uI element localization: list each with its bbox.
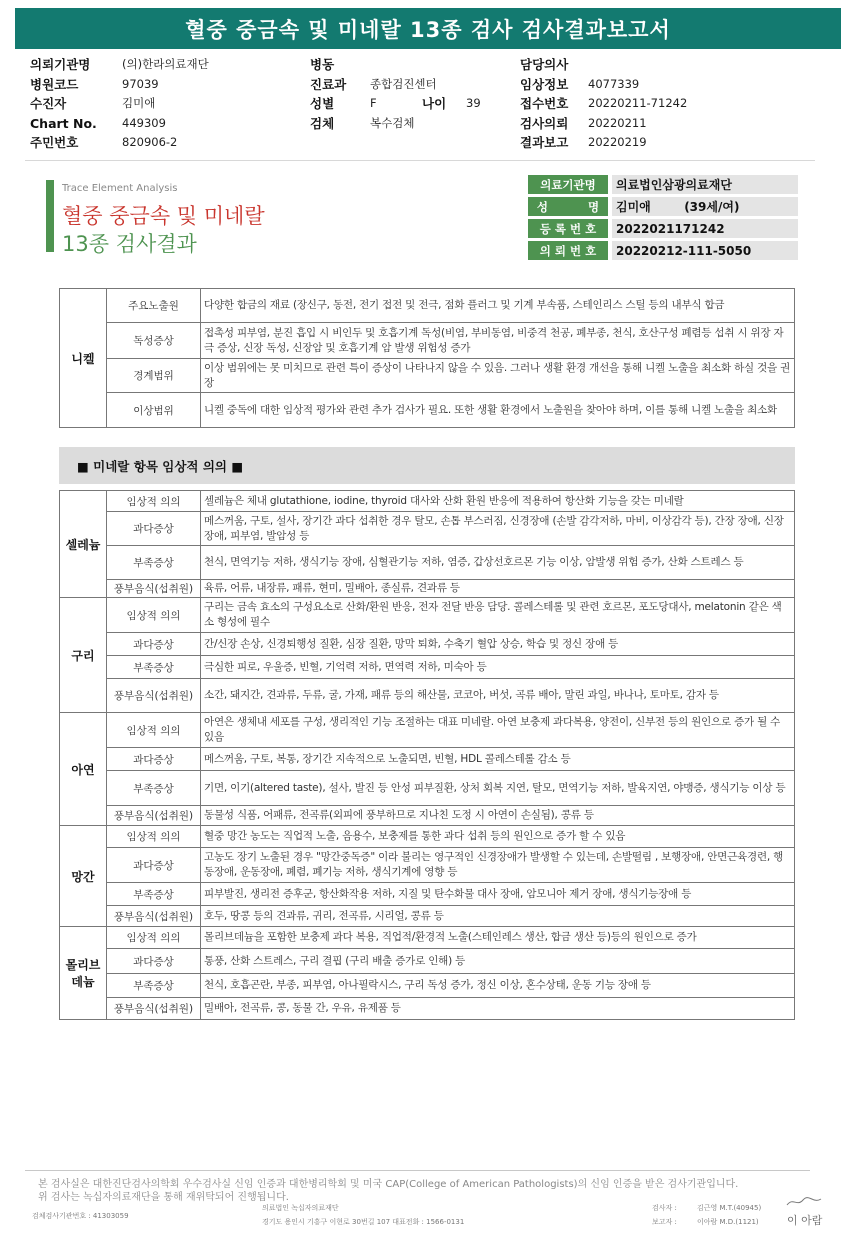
minerals-table	[59, 490, 795, 1020]
category-text: 극심한 피로, 우울증, 빈혈, 기억력 저하, 면역력 저하, 미숙아 등	[201, 656, 795, 679]
section-title: ■ 미네랄 항목 임상적 의의 ■	[59, 447, 795, 484]
patient-info-value: 2022021171242	[612, 219, 798, 238]
category-text: 메스꺼움, 구토, 복통, 장기간 지속적으로 노출되면, 빈혈, HDL 콜레스테롤 감소 등	[201, 748, 795, 771]
patient-info-label: 등 록 번 호	[528, 219, 608, 238]
tester-name: 김근영 M.T.(40945)	[697, 1204, 762, 1212]
category-label: 독성증상	[107, 323, 201, 359]
category-text: 기면, 이기(altered taste), 설사, 발진 등 안성 피부질환, 상처 회복 지연, 탈모, 면역기능 저하, 발육지연, 야맹증, 생식기능 이상 등	[201, 771, 795, 806]
org-name: 의료법인 녹십자의료재단	[262, 1204, 339, 1212]
disclaimer-line-1: 본 검사실은 대한진단검사의학회 우수검사실 신임 인증과 대한병리학회 및 미국 CAP(College of American Pathologists)의 신임 인증을 받은 검사기관입니다.	[38, 1179, 739, 1190]
category-text: 니켈 중독에 대한 임상적 평가와 관련 추가 검사가 필요. 또한 생활 환경에서 노출원을 찾아야 하며, 이를 통해 니켈 노출을 최소화	[201, 393, 795, 428]
category-text: 몰리브데늄을 포함한 보충제 과다 복용, 직업적/환경적 노출(스테인레스 생산, 합금 생산 등)등의 원인으로 증가	[201, 927, 795, 949]
category-label: 부족증상	[107, 974, 201, 998]
patient-info-label: 의 뢰 번 호	[528, 241, 608, 260]
header-accent-bar	[46, 180, 54, 252]
category-text: 피부발진, 생리전 증후군, 항산화작용 저하, 지질 및 탄수화물 대사 장애, 암모니아 제거 장애, 생식기능장애 등	[201, 883, 795, 906]
category-text: 천식, 호흡곤란, 부종, 피부염, 아나필락시스, 구리 독성 증가, 정신 이상, 혼수상태, 운동 기능 장애 등	[201, 974, 795, 998]
category-label: 임상적 의의	[107, 598, 201, 633]
element-name: 몰리브 데늄	[60, 927, 107, 1020]
category-label: 과다증상	[107, 512, 201, 546]
info-label: 임상정보	[520, 76, 569, 92]
category-text: 소간, 돼지간, 견과류, 두류, 굴, 가재, 패류 등의 해산물, 코코아, 버섯, 곡류 배아, 말린 과일, 바나나, 토마토, 감자 등	[201, 679, 795, 713]
category-label: 임상적 의의	[107, 713, 201, 748]
category-text: 밀배아, 전곡류, 콩, 동물 간, 우유, 유제품 등	[201, 998, 795, 1020]
tester-signature-icon	[785, 1195, 825, 1209]
patient-info-label: 성 명	[528, 197, 608, 216]
info-label: 의뢰기관명	[30, 57, 91, 73]
category-label: 풍부음식(섭취원)	[107, 679, 201, 713]
category-text: 육류, 어류, 내장류, 패류, 현미, 밀배아, 종실류, 견과류 등	[201, 580, 795, 598]
category-text: 고농도 장기 노출된 경우 "망간중독증" 이라 불리는 영구적인 신경장애가 발생할 수 있는데, 손발떨림 , 보행장애, 안면근육경련, 행동장애, 운동장애, 폐렴, 폐기능 저하, 생식기계에 영향 등	[201, 848, 795, 883]
info-value: 97039	[122, 76, 159, 91]
dept-value: 종합검진센터	[370, 76, 437, 91]
header-title-line2: 13종 검사결과	[62, 232, 197, 256]
report-title: 혈중 중금속 및 미네랄 13종 검사 검사결과보고서	[15, 8, 841, 49]
info-label: 주민번호	[30, 135, 79, 151]
reporter-label: 보고자 :	[652, 1218, 677, 1226]
specimen-label: 검체	[310, 115, 335, 131]
element-name: 셀레늄	[60, 491, 107, 598]
header-title-line1: 혈중 중금속 및 미네랄	[62, 204, 265, 228]
info-label: 결과보고	[520, 135, 569, 151]
category-label: 임상적 의의	[107, 491, 201, 512]
category-label: 주요노출원	[107, 289, 201, 323]
category-text: 구리는 금속 효소의 구성요소로 산화/환원 반응, 전자 전달 반응 담당. 콜레스테롤 및 관련 호르몬, 포도당대사, melatonin 같은 색소 형성에 필수	[201, 598, 795, 633]
reporter-name: 이아람 M.D.(1121)	[697, 1218, 759, 1226]
category-label: 이상범위	[107, 393, 201, 428]
element-name: 니켈	[60, 289, 107, 428]
category-text: 통풍, 산화 스트레스, 구리 결핍 (구리 배출 증가로 인해) 등	[201, 949, 795, 974]
info-value: (의)한라의료재단	[122, 57, 209, 72]
info-value: 4077339	[588, 76, 640, 91]
sex-value: F	[370, 96, 377, 111]
category-text: 이상 범위에는 못 미치므로 관련 특이 증상이 나타나지 않을 수 있음. 그러나 생활 환경 개선을 통해 니켈 노출을 최소화 하실 것을 권장	[201, 359, 795, 393]
info-value: 20220219	[588, 135, 647, 150]
info-label: 담당의사	[520, 57, 569, 73]
info-column-2	[310, 55, 481, 133]
category-label: 경계범위	[107, 359, 201, 393]
category-text: 천식, 면역기능 저하, 생식기능 장애, 심혈관기능 저하, 염증, 갑상선호르몬 기능 이상, 암발생 위험 증가, 산화 스트레스 등	[201, 546, 795, 580]
category-label: 풍부음식(섭취원)	[107, 806, 201, 826]
info-column-3	[520, 55, 687, 153]
category-label: 부족증상	[107, 883, 201, 906]
nickel-table	[59, 288, 795, 428]
specimen-value: 복수검체	[370, 115, 415, 130]
sex-label: 성별	[310, 96, 335, 112]
category-text: 메스꺼움, 구토, 설사, 장기간 과다 섭취한 경우 탈모, 손톱 부스러짐, 신경장애 (손발 감각저하, 마비, 이상감각 등), 간장 장애, 신장 장애, 피부염, 발암성 등	[201, 512, 795, 546]
info-label: 수진자	[30, 96, 67, 112]
info-value: 김미애	[122, 96, 156, 111]
info-label: 검사의뢰	[520, 115, 569, 131]
category-label: 풍부음식(섭취원)	[107, 998, 201, 1020]
info-column-1	[30, 55, 209, 153]
category-text: 호두, 땅콩 등의 견과류, 귀리, 전곡류, 시리얼, 콩류 등	[201, 906, 795, 927]
category-label: 임상적 의의	[107, 826, 201, 848]
patient-info-value: 의료법인삼광의료재단	[612, 175, 798, 194]
info-label: 병원코드	[30, 76, 79, 92]
org-address: 경기도 용인시 기흥구 이현로 30번길 107 대표전화 : 1566-0131	[262, 1218, 465, 1226]
info-value: 20220211	[588, 115, 647, 130]
dept-label: 진료과	[310, 76, 347, 92]
category-label: 과다증상	[107, 848, 201, 883]
info-label: 접수번호	[520, 96, 569, 112]
age-label: 나이	[422, 96, 447, 112]
category-text: 다양한 합금의 재료 (장신구, 동전, 전기 접전 및 전극, 점화 플러그 및 기계 부속품, 스테인리스 스틸 등의 내부식 합금	[201, 289, 795, 323]
category-label: 과다증상	[107, 633, 201, 656]
category-text: 간/신장 손상, 신경퇴행성 질환, 심장 질환, 망막 퇴화, 수축기 혈압 상승, 학습 및 정신 장애 등	[201, 633, 795, 656]
patient-info-value: 김미애 (39세/여)	[612, 197, 798, 216]
category-label: 부족증상	[107, 771, 201, 806]
category-text: 셀레늄은 체내 glutathione, iodine, thyroid 대사와 산화 환원 반응에 적용하여 항산화 기능을 갖는 미네랄	[201, 491, 795, 512]
category-text: 접촉성 피부염, 분진 흡입 시 비인두 및 호흡기계 독성(비염, 부비동염, 비중격 천공, 폐부종, 천식, 호산구성 폐렴등 섭취 시 위장 자극 증상, 신장 독성, 신장암 및 호흡기계 암 발생 위험성 증가	[201, 323, 795, 359]
info-label: Chart No.	[30, 115, 97, 131]
element-name: 망간	[60, 826, 107, 927]
category-label: 부족증상	[107, 656, 201, 679]
agency-code: 검체검사기관번호 : 41303059	[32, 1212, 129, 1220]
category-label: 풍부음식(섭취원)	[107, 580, 201, 598]
category-label: 임상적 의의	[107, 927, 201, 949]
patient-info-label: 의료기관명	[528, 175, 608, 194]
category-text: 혈중 망간 농도는 직업적 노출, 음용수, 보충제를 통한 과다 섭취 등의 원인으로 증가 할 수 있음	[201, 826, 795, 848]
category-text: 아연은 생체내 세포를 구성, 생리적인 기능 조절하는 대표 미네랄. 아연 보충제 과다복용, 양전이, 신부전 등의 원인으로 증가 될 수 있음	[201, 713, 795, 748]
age-value: 39	[466, 96, 481, 111]
header-subtitle: Trace Element Analysis	[62, 183, 178, 194]
footer-divider	[25, 1170, 810, 1171]
info-value: 820906-2	[122, 135, 178, 150]
info-value: 449309	[122, 115, 166, 130]
reporter-signature: 이 아람	[787, 1214, 823, 1227]
category-text: 동물성 식품, 어패류, 전곡류(외피에 풍부하므로 지나친 도정 시 아연이 손실됨), 콩류 등	[201, 806, 795, 826]
tester-label: 검사자 :	[652, 1204, 677, 1212]
category-label: 풍부음식(섭취원)	[107, 906, 201, 927]
divider	[25, 160, 815, 161]
element-name: 아연	[60, 713, 107, 826]
patient-info-value: 20220212-111-5050	[612, 241, 798, 260]
info-value: 20220211-71242	[588, 96, 688, 111]
ward-label: 병동	[310, 57, 335, 73]
category-label: 과다증상	[107, 949, 201, 974]
patient-info-box	[528, 175, 798, 263]
category-label: 과다증상	[107, 748, 201, 771]
disclaimer-line-2: 위 검사는 녹십자의료재단을 통해 재위탁되어 진행됩니다.	[38, 1192, 289, 1203]
category-label: 부족증상	[107, 546, 201, 580]
element-name: 구리	[60, 598, 107, 713]
